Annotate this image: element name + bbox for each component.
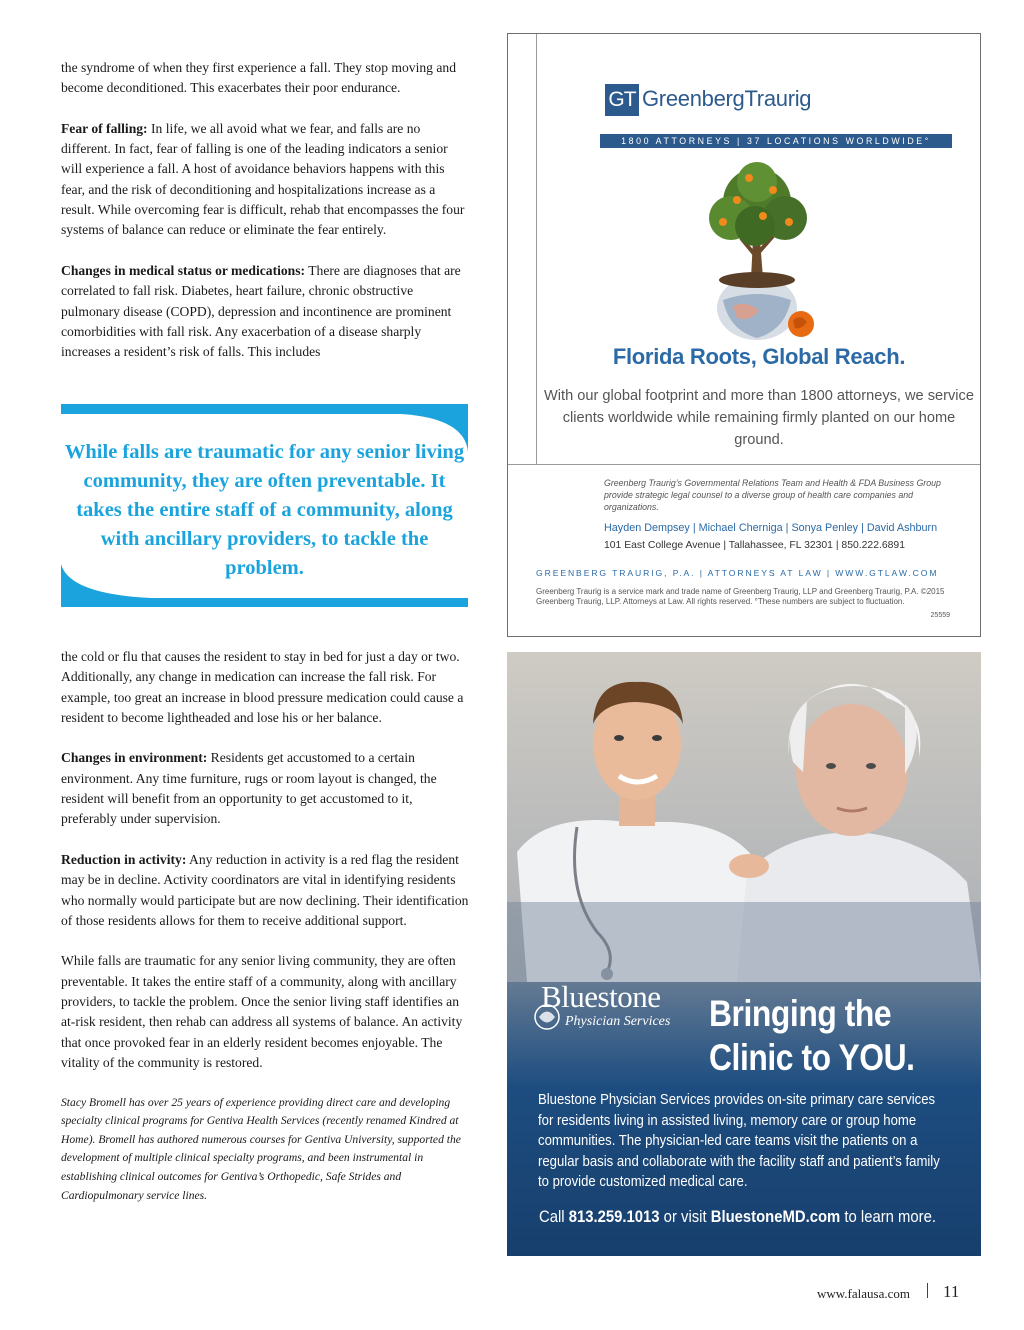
article-column-bottom xyxy=(61,647,469,1205)
ad-divider-horizontal xyxy=(508,464,981,465)
paragraph-lead: Changes in environment: xyxy=(61,750,208,766)
article-paragraph: the cold or flu that causes the resident to stay in bed for just a day or two. Additionally, any change in medication can increase the fall risk. For example, too great an increase in blood pressure medication could cause a resident to become lightheaded and lose his or her balance. xyxy=(61,649,464,725)
bluestone-ad[interactable] xyxy=(507,652,981,1256)
gt-subhead: With our global footprint and more than 1800 attorneys, we service clients worldwide while remaining firmly planted on our home ground. xyxy=(544,388,974,448)
article-paragraph-environment: Changes in environment: Residents get accustomed to a certain environment. Any time furniture, rugs or room layout is changed, the resident will benefit from an opportunity to get accustomed to it, preferably under supervision. xyxy=(61,750,437,827)
paragraph-lead: Reduction in activity: xyxy=(61,851,187,867)
phone-number[interactable]: 813.259.1013 xyxy=(568,1208,660,1226)
gt-tagline: 1800 ATTORNEYS | 37 LOCATIONS WORLDWIDE° xyxy=(600,134,952,148)
article-column-top xyxy=(61,58,469,362)
website-link[interactable]: BluestoneMD.com xyxy=(710,1208,841,1226)
article-paragraph-fear-of-falling: Fear of falling: In life, we all avoid what we fear, and falls are no different. In fact, fear of falling is one of the leading indicators a senior will experience a fall. A host of avoidance behaviors happens with this fear, and the risk of deconditioning and hospitalizations increase as a result. While overcoming fear is difficult, rehab that encompasses the four systems of balance can reduce or eliminate the fear entirely. xyxy=(61,120,465,238)
gt-footer-bar[interactable]: GREENBERG TRAURIG, P.A. | ATTORNEYS AT LAW | WWW.GTLAW.COM xyxy=(536,568,939,578)
bluestone-logo-sub: Physician Services xyxy=(565,1014,671,1029)
article-paragraph-medical-status: Changes in medical status or medications: There are diagnoses that are correlated to fall risk. Diabetes, heart failure, chronic obstructive pulmonary disease (COPD), depression and incontinence are prominent comorbidities with fall risk. Any exacerbation of a disease sharply increases a resident’s risk of falls. This includes xyxy=(61,262,461,360)
gt-logo-name: GreenbergTraurig xyxy=(642,86,812,111)
headline-line-2: Clinic to YOU. xyxy=(709,1037,915,1078)
article-paragraph-activity: Reduction in activity: Any reduction in activity is a red flag the resident may be in decline. Activity coordinators are vital in identifying residents who normally would participate but are now declining. Their identification of those residents allows for them to receive additional support. xyxy=(61,851,469,928)
tree-globe-illustration xyxy=(693,160,823,340)
gt-legal-text: Greenberg Traurig is a service mark and trade name of Greenberg Traurig, LLP and Greenberg Traurig, P.A. ©2015 Greenberg Traurig, LLP. Attorneys at Law. All rights reserved. °These numbers are subject to fluctuation. xyxy=(536,587,945,606)
bluestone-headline xyxy=(709,992,915,1080)
folio-separator xyxy=(927,1283,928,1298)
doctor-and-patient-photo xyxy=(507,652,981,982)
article-paragraph: the syndrome of when they first experience a fall. They stop moving and become deconditioned. This exacerbates their poor endurance. xyxy=(61,60,456,96)
gt-ad-code: 25559 xyxy=(930,612,950,619)
paragraph-lead: Changes in medical status or medications: xyxy=(61,262,306,278)
bluestone-logo-name: Bluestone xyxy=(541,979,661,1014)
gt-body-text: Greenberg Traurig’s Governmental Relations Team and Health & FDA Business Group provide strategic legal counsel to a diverse group of health care companies and organizations. xyxy=(604,478,941,512)
folio-url[interactable]: www.falausa.com xyxy=(816,1286,910,1301)
bluestone-cta[interactable]: Call 813.259.1013 or visit BluestoneMD.com to learn more. xyxy=(539,1208,937,1226)
paragraph-lead: Fear of falling: xyxy=(61,120,148,136)
greenberg-traurig-ad[interactable] xyxy=(507,33,981,637)
article-paragraph-conclusion: While falls are traumatic for any senior living community, they are often preventable. It takes the entire staff of a community, along with ancillary providers, to tackle the problem. Once the senior living staff identifies an at-risk resident, then rehab can address all systems of balance. An activity that once provoked fear in an elderly resident becomes enjoyable. The vitality of the community is restored. xyxy=(61,953,463,1070)
pull-quote-text: While falls are traumatic for any senior living community, they are often preventable. It takes the entire staff of a community, along with ancillary providers, to tackle the problem. xyxy=(64,441,465,579)
page-number: 11 xyxy=(943,1282,960,1301)
headline-line-1: Bringing the xyxy=(709,993,892,1034)
author-bio: Stacy Bromell has over 25 years of experience providing direct care and developing specialty clinical programs for Gentiva Health Services (recently renamed Kindred at Home). Bromell has authored numerous courses for Gentiva University, supported the development of multiple clinical specialty programs, and been instrumental in establishing clinical outcomes for Gentiva’s Orthopedic, Safe Strides and Cardiopulmonary service lines. xyxy=(61,1095,461,1202)
gt-headline: Florida Roots, Global Reach. xyxy=(612,344,906,369)
gt-address: 101 East College Avenue | Tallahassee, FL 32301 | 850.222.6891 xyxy=(604,540,905,551)
gt-attorney-names: Hayden Dempsey | Michael Cherniga | Sonya Penley | David Ashburn xyxy=(604,522,938,534)
gt-logo-mark: GT xyxy=(605,84,639,116)
bluestone-body-text: Bluestone Physician Services provides on-site primary care services for residents living in assisted living, memory care or group home communities. The physician-led care teams visit the patients on a regular basis and collaborate with the facility staff and patient’s family to provide customized medical care. xyxy=(538,1092,940,1190)
pull-quote xyxy=(61,404,468,607)
